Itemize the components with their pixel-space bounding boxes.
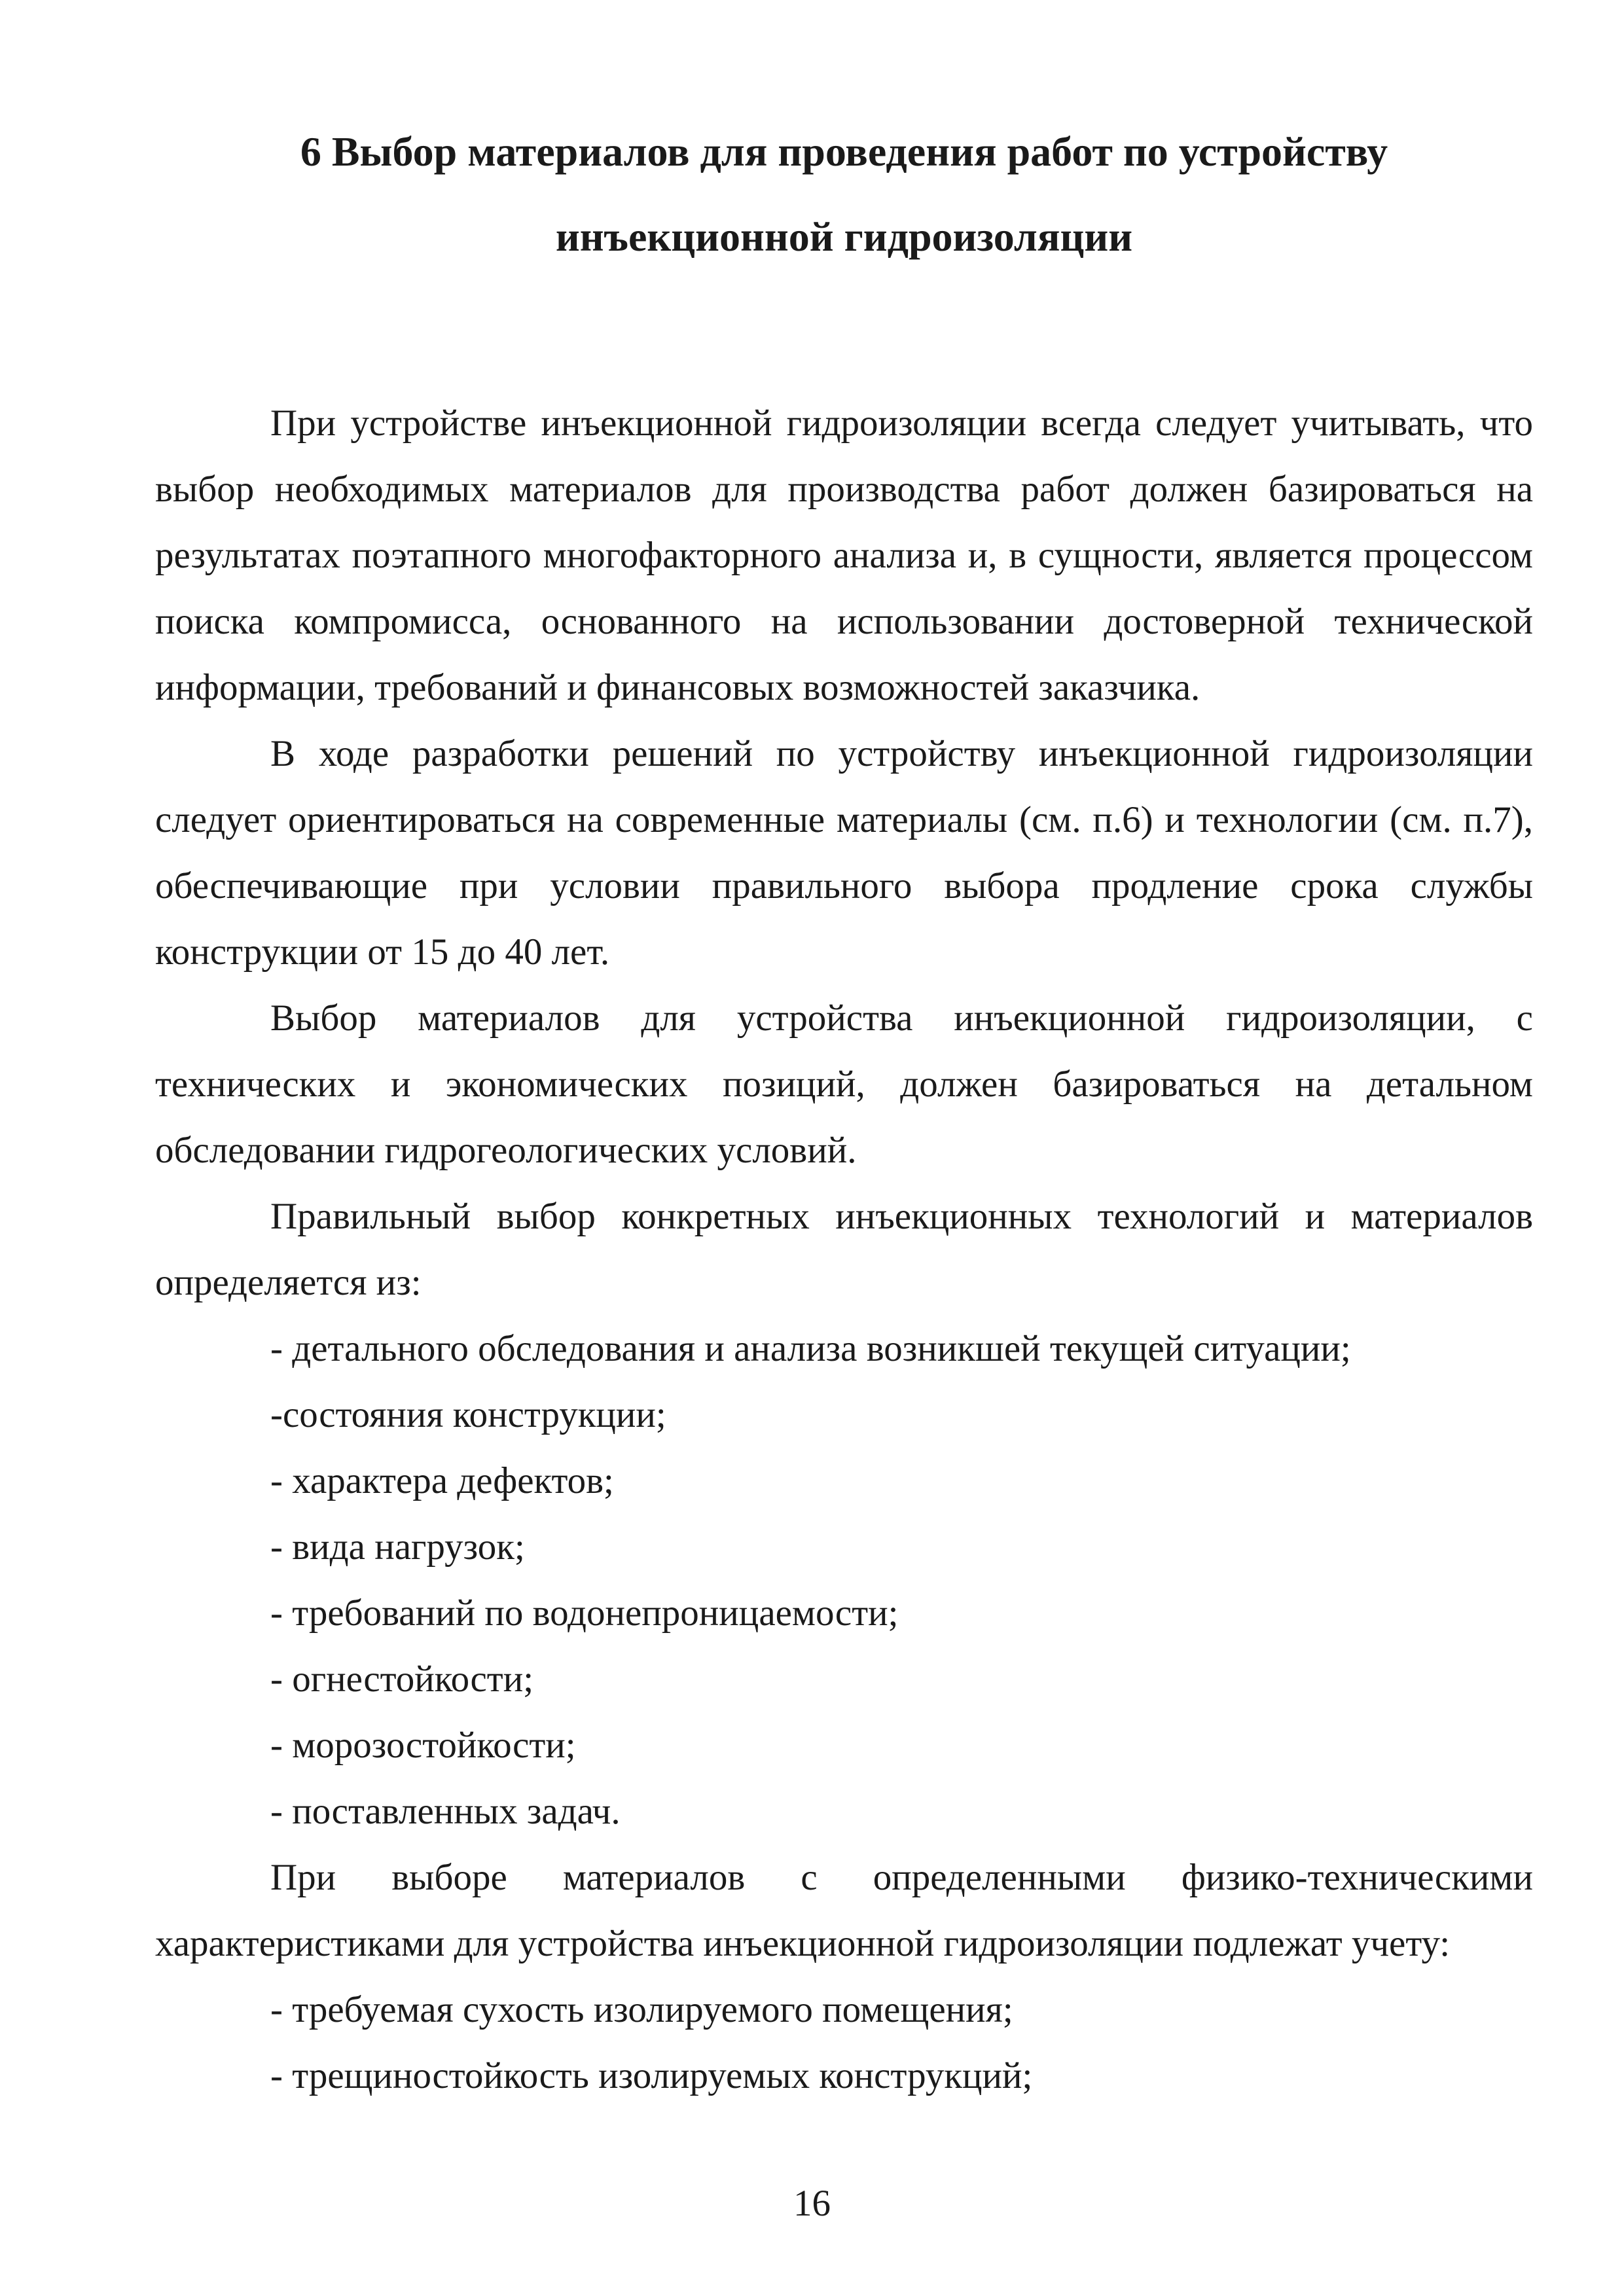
- criteria-list: [155, 1316, 1533, 1844]
- properties-list: [155, 1977, 1533, 2109]
- body-text: [155, 390, 1533, 2109]
- list-item: - поставленных задач.: [270, 1791, 621, 1832]
- section-title-line-1: 6 Выбор материалов для проведения работ по устройству: [300, 128, 1388, 175]
- paragraph-solutions: В ходе разработки решений по устройству инъекционной гидроизоляции следует ориентироваться на современные материалы (см. п.6) и технологии (см. п.7), обеспечивающие при условии правильного выбора продление срока службы конструкции от 15 до 40 лет.: [155, 733, 1533, 973]
- paragraph-criteria-intro: Правильный выбор конкретных инъекционных технологий и материалов определяется из:: [155, 1196, 1533, 1303]
- paragraph-properties-intro: При выборе материалов с определенными физико-техническими характеристиками для устройства инъекционной гидроизоляции подлежат учету:: [155, 1857, 1533, 1964]
- list-item: - морозостойкости;: [270, 1725, 576, 1766]
- list-item: - требуемая сухость изолируемого помещения;: [270, 1989, 1013, 2030]
- paragraph-intro: При устройстве инъекционной гидроизоляции всегда следует учитывать, что выбор необходимых материалов для производства работ должен базироваться на результатах поэтапного многофакторного анализа и, в сущности, является процессом поиска компромисса, основанного на использовании достоверной технической информации, требований и финансовых возможностей заказчика.: [155, 403, 1533, 708]
- list-item: - трещиностойкость изолируемых конструкций;: [270, 2055, 1033, 2096]
- list-item: - характера дефектов;: [270, 1460, 614, 1501]
- list-item: -состояния конструкции;: [270, 1394, 666, 1435]
- section-title-line-2: инъекционной гидроизоляции: [555, 213, 1133, 260]
- list-item: - вида нагрузок;: [270, 1526, 525, 1568]
- list-item: - огнестойкости;: [270, 1659, 534, 1700]
- list-item: - детального обследования и анализа возникшей текущей ситуации;: [270, 1328, 1351, 1369]
- paragraph-survey: Выбор материалов для устройства инъекционной гидроизоляции, с технических и экономических позиций, должен базироваться на детальном обследовании гидрогеологических условий.: [155, 997, 1533, 1171]
- list-item: - требований по водонепроницаемости;: [270, 1592, 899, 1634]
- page-number: 16: [793, 2183, 831, 2224]
